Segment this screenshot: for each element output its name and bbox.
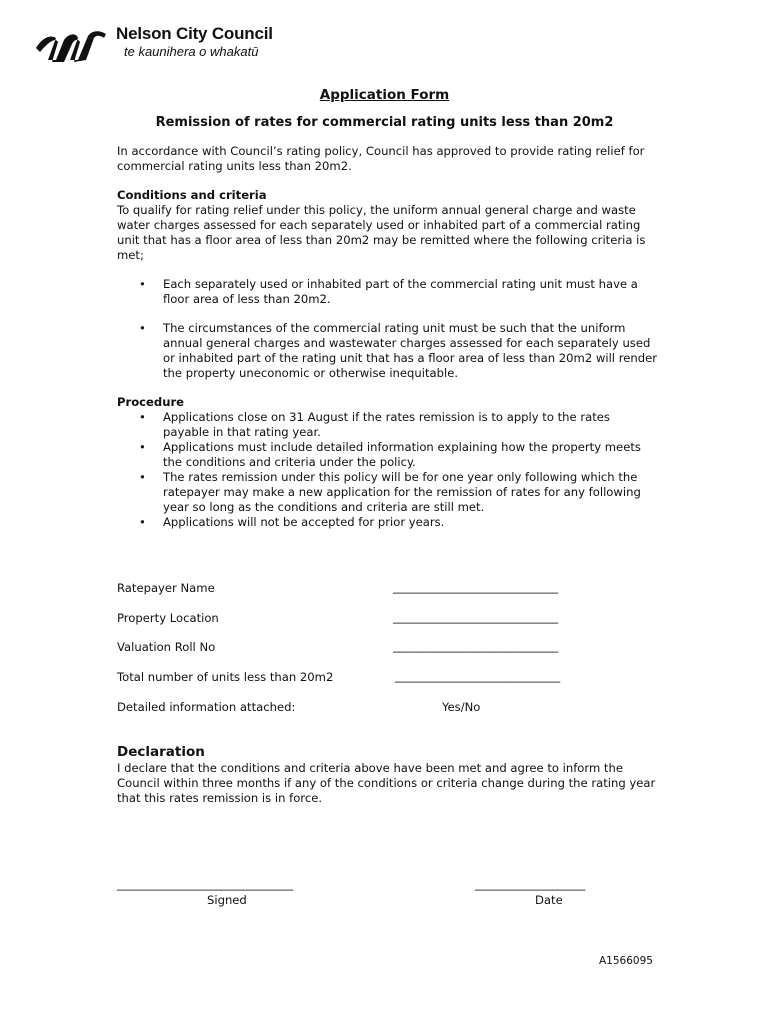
intro-paragraph: In accordance with Council’s rating policy, Council has approved to provide rating relief for commercial rating units less than 20m2. [117,144,645,173]
form-title: Application Form [319,87,450,103]
yes-no-option[interactable]: Yes/No [442,700,481,714]
signed-label: Signed [207,893,247,907]
list-item: • The rates remission under this policy will be for one year only following which the ratepayer may make a new application for the remission of rates for any following year so long as the conditions and criteria are still met. [117,470,657,515]
list-item: • Applications must include detailed information explaining how the property meets the conditions and criteria under the policy. [117,440,657,470]
list-item: • Applications will not be accepted for prior years. [117,515,657,530]
list-item: • Each separately used or inhabited part of the commercial rating unit must have a floor area of less than 20m2. [117,277,657,307]
date-field[interactable]: ____________________ [475,877,585,891]
declaration-heading: Declaration [117,744,205,760]
valuation-roll-field[interactable]: ______________________________ [393,639,558,653]
council-logo [34,22,294,66]
list-item: • The circumstances of the commercial rating unit must be such that the uniform annual general charges and wastewater charges assessed for each separately used or inhabited part of the rating unit that has a floor area of less than 20m2 will render the property uneconomic or otherwise inequitable. [117,321,657,381]
list-item: • Applications close on 31 August if the rates remission is to apply to the rates payable in that rating year. [117,410,657,440]
ratepayer-name-label: Ratepayer Name [117,581,215,595]
form-subtitle: Remission of rates for commercial rating units less than 20m2 [155,115,614,130]
declaration-text: I declare that the conditions and criteria above have been met and agree to inform the Council within three months if any of the conditions or criteria change during the rating year that this rates remission is in force. [117,761,656,805]
procedure-heading: Procedure [117,395,185,409]
property-location-field[interactable]: ______________________________ [393,610,558,624]
council-logo-mark-icon [34,26,108,64]
valuation-roll-label: Valuation Roll No [117,640,216,654]
conditions-text: To qualify for rating relief under this policy, the uniform annual general charge and waste water charges assessed for each separately used or inhabited part of a commercial rating unit that has a floor area of less than 20m2 may be remitted where the following criteria is met; [117,203,646,262]
property-location-label: Property Location [117,611,219,625]
units-count-label: Total number of units less than 20m2 [117,670,334,684]
date-label: Date [535,893,563,907]
detailed-info-label: Detailed information attached: [117,700,296,714]
conditions-heading: Conditions and criteria [117,188,267,202]
form-body [117,88,657,530]
signature-field[interactable]: ________________________________ [117,877,293,891]
org-subtitle: te kaunihera o whakatū [124,44,259,59]
org-name: Nelson City Council [116,24,273,43]
units-count-field[interactable]: ______________________________ [395,669,560,683]
document-reference: A1566095 [599,955,653,967]
ratepayer-name-field[interactable]: ______________________________ [393,580,558,594]
procedure-list [117,410,657,530]
criteria-list [117,277,657,381]
